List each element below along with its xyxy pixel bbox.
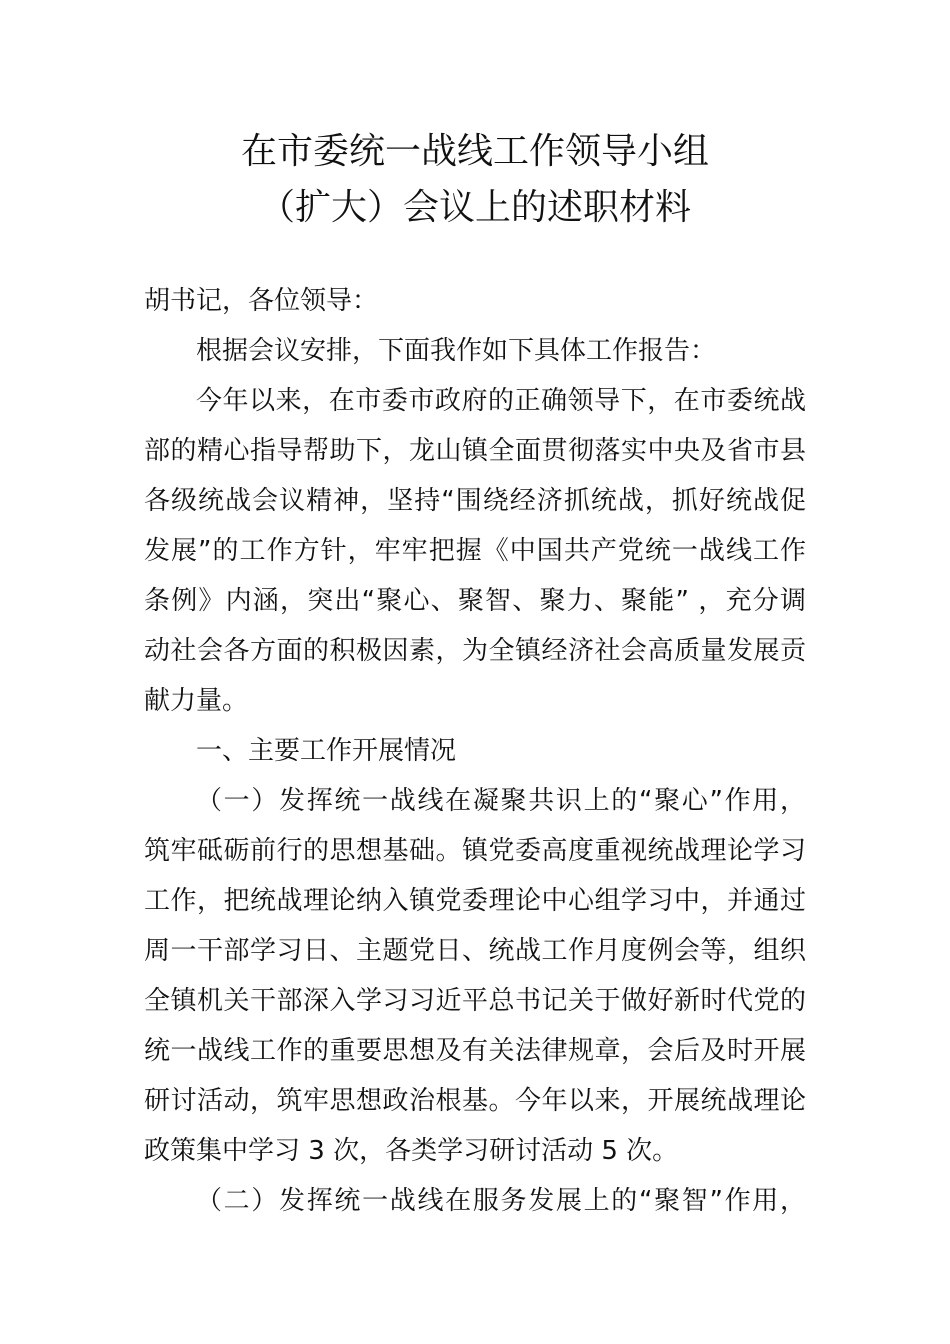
paragraph-line: 全镇机关干部深入学习习近平总书记关于做好新时代党的 xyxy=(144,986,806,1016)
document-body xyxy=(144,276,806,1226)
paragraph-line: 动社会各方面的积极因素，为全镇经济社会高质量发展贡 xyxy=(144,636,806,666)
paragraph-line: 工作，把统战理论纳入镇党委理论中心组学习中，并通过 xyxy=(144,886,806,916)
paragraph-line: 研讨活动，筑牢思想政治根基。今年以来，开展统战理论 xyxy=(144,1086,806,1116)
document-title xyxy=(0,124,950,236)
paragraph-line: 统一战线工作的重要思想及有关法律规章，会后及时开展 xyxy=(144,1036,806,1066)
body-text xyxy=(144,326,806,1226)
salutation: 胡书记，各位领导： xyxy=(144,286,379,316)
paragraph-line: 献力量。 xyxy=(144,686,249,716)
paragraph-line: 政策集中学习 3 次，各类学习研讨活动 5 次。 xyxy=(144,1136,679,1166)
paragraph-line: 筑牢砥砺前行的思想基础。镇党委高度重视统战理论学习 xyxy=(144,836,806,866)
paragraph-line: 各级统战会议精神，坚持“围绕经济抓统战，抓好统战促 xyxy=(144,486,806,516)
paragraph-line: （一）发挥统一战线在凝聚共识上的“聚心”作用， xyxy=(196,786,806,816)
paragraph-line: 一、主要工作开展情况 xyxy=(196,736,457,766)
paragraph-line: 今年以来，在市委市政府的正确领导下，在市委统战 xyxy=(196,386,806,416)
title-line-1: 在市委统一战线工作领导小组 xyxy=(240,131,709,172)
paragraph-line: 部的精心指导帮助下，龙山镇全面贯彻落实中央及省市县 xyxy=(144,436,806,466)
paragraph-line: 周一干部学习日、主题党日、统战工作月度例会等，组织 xyxy=(144,936,806,966)
paragraph-line: 根据会议安排，下面我作如下具体工作报告： xyxy=(196,336,717,366)
paragraph-line: 条例》内涵，突出“聚心、聚智、聚力、聚能” ，充分调 xyxy=(144,586,806,616)
paragraph-line: （二）发挥统一战线在服务发展上的“聚智”作用， xyxy=(196,1186,806,1216)
paragraph-line: 发展”的工作方针，牢牢把握《中国共产党统一战线工作 xyxy=(144,536,806,566)
title-line-2: （扩大）会议上的述职材料 xyxy=(258,187,691,228)
